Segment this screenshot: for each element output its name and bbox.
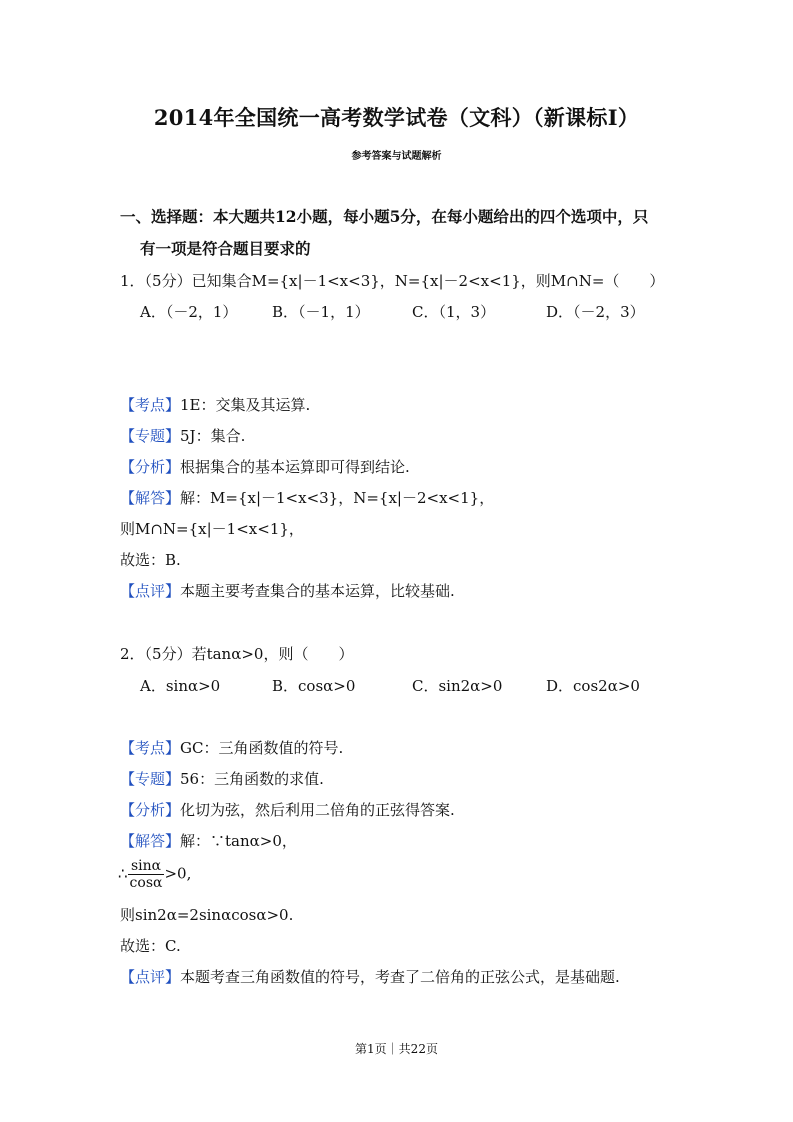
q2-jieda-line2: 则sin2α=2sinαcosα>0. — [120, 906, 294, 924]
jieda-text: 解：M={x|－1<x<3}，N={x|－2<x<1}， — [180, 489, 495, 507]
page-footer: 第1页｜共22页 — [355, 1042, 438, 1056]
jieda-tag: 【解答】 — [120, 489, 181, 507]
zhuanti-tag: 【专题】 — [120, 770, 181, 788]
q1-option-c: C．（1，3） — [412, 303, 496, 321]
kaodian-text: 1E：交集及其运算. — [180, 396, 311, 414]
kaodian-tag: 【考点】 — [120, 396, 181, 414]
q1-option-a: A．（－2，1） — [140, 303, 238, 321]
q2-zhuanti — [120, 768, 324, 789]
dianping-tag: 【点评】 — [120, 582, 181, 600]
zhuanti-text: 56：三角函数的求值. — [180, 770, 324, 788]
q1-jieda — [120, 487, 494, 508]
fenxi-text: 根据集合的基本运算即可得到结论. — [180, 458, 410, 476]
q2-answer: 故选：C. — [120, 937, 181, 955]
page-subtitle: 参考答案与试题解析 — [351, 151, 442, 162]
q2-option-c: C．sin2α>0 — [412, 677, 503, 695]
fenxi-text: 化切为弦，然后利用二倍角的正弦得答案. — [180, 801, 455, 819]
fenxi-tag: 【分析】 — [120, 458, 181, 476]
q2-kaodian — [120, 737, 343, 758]
q2-fraction-line — [118, 858, 191, 891]
q1-option-d: D．（－2，3） — [546, 303, 645, 321]
fraction — [128, 858, 165, 891]
jieda-tag: 【解答】 — [120, 832, 181, 850]
q2-jieda — [120, 830, 297, 851]
fraction-numerator: sinα — [128, 858, 165, 875]
fraction-denominator: cosα — [129, 875, 163, 891]
zhuanti-text: 5J：集合. — [180, 427, 246, 445]
kaodian-tag: 【考点】 — [120, 739, 181, 757]
dianping-text: 本题考查三角函数值的符号，考查了二倍角的正弦公式，是基础题. — [180, 968, 620, 986]
q1-kaodian — [120, 394, 310, 415]
section-heading-line1: 一、选择题：本大题共12小题，每小题5分，在每小题给出的四个选项中，只 — [120, 207, 649, 226]
zhuanti-tag: 【专题】 — [120, 427, 181, 445]
dianping-text: 本题主要考查集合的基本运算，比较基础. — [180, 582, 455, 600]
kaodian-text: GC：三角函数值的符号. — [180, 739, 344, 757]
q2-option-b: B．cosα>0 — [272, 677, 356, 695]
q1-stem: 1．（5分）已知集合M={x|－1<x<3}，N={x|－2<x<1}，则M∩N=（ ） — [120, 272, 665, 290]
jieda-text: 解：∵tanα>0， — [180, 832, 297, 850]
dianping-tag: 【点评】 — [120, 968, 181, 986]
q2-option-a: A．sinα>0 — [140, 677, 221, 695]
section-heading-line2: 有一项是符合题目要求的 — [140, 239, 311, 258]
q1-option-b: B．（－1，1） — [272, 303, 370, 321]
q1-jieda-line2: 则M∩N={x|－1<x<1}， — [120, 520, 304, 538]
q1-fenxi — [120, 456, 410, 477]
fenxi-tag: 【分析】 — [120, 801, 181, 819]
q1-answer: 故选：B. — [120, 551, 181, 569]
q2-stem: 2．（5分）若tanα>0，则（ ） — [120, 645, 354, 663]
q1-dianping — [120, 580, 455, 601]
therefore-symbol: ∴ — [118, 864, 128, 883]
q2-option-d: D．cos2α>0 — [546, 677, 640, 695]
q2-fenxi — [120, 799, 455, 820]
q1-zhuanti — [120, 425, 245, 446]
fraction-comparison: >0, — [164, 864, 192, 883]
page-title: 2014年全国统一高考数学试卷（文科）（新课标Ⅰ） — [153, 105, 640, 130]
q2-dianping — [120, 966, 620, 987]
